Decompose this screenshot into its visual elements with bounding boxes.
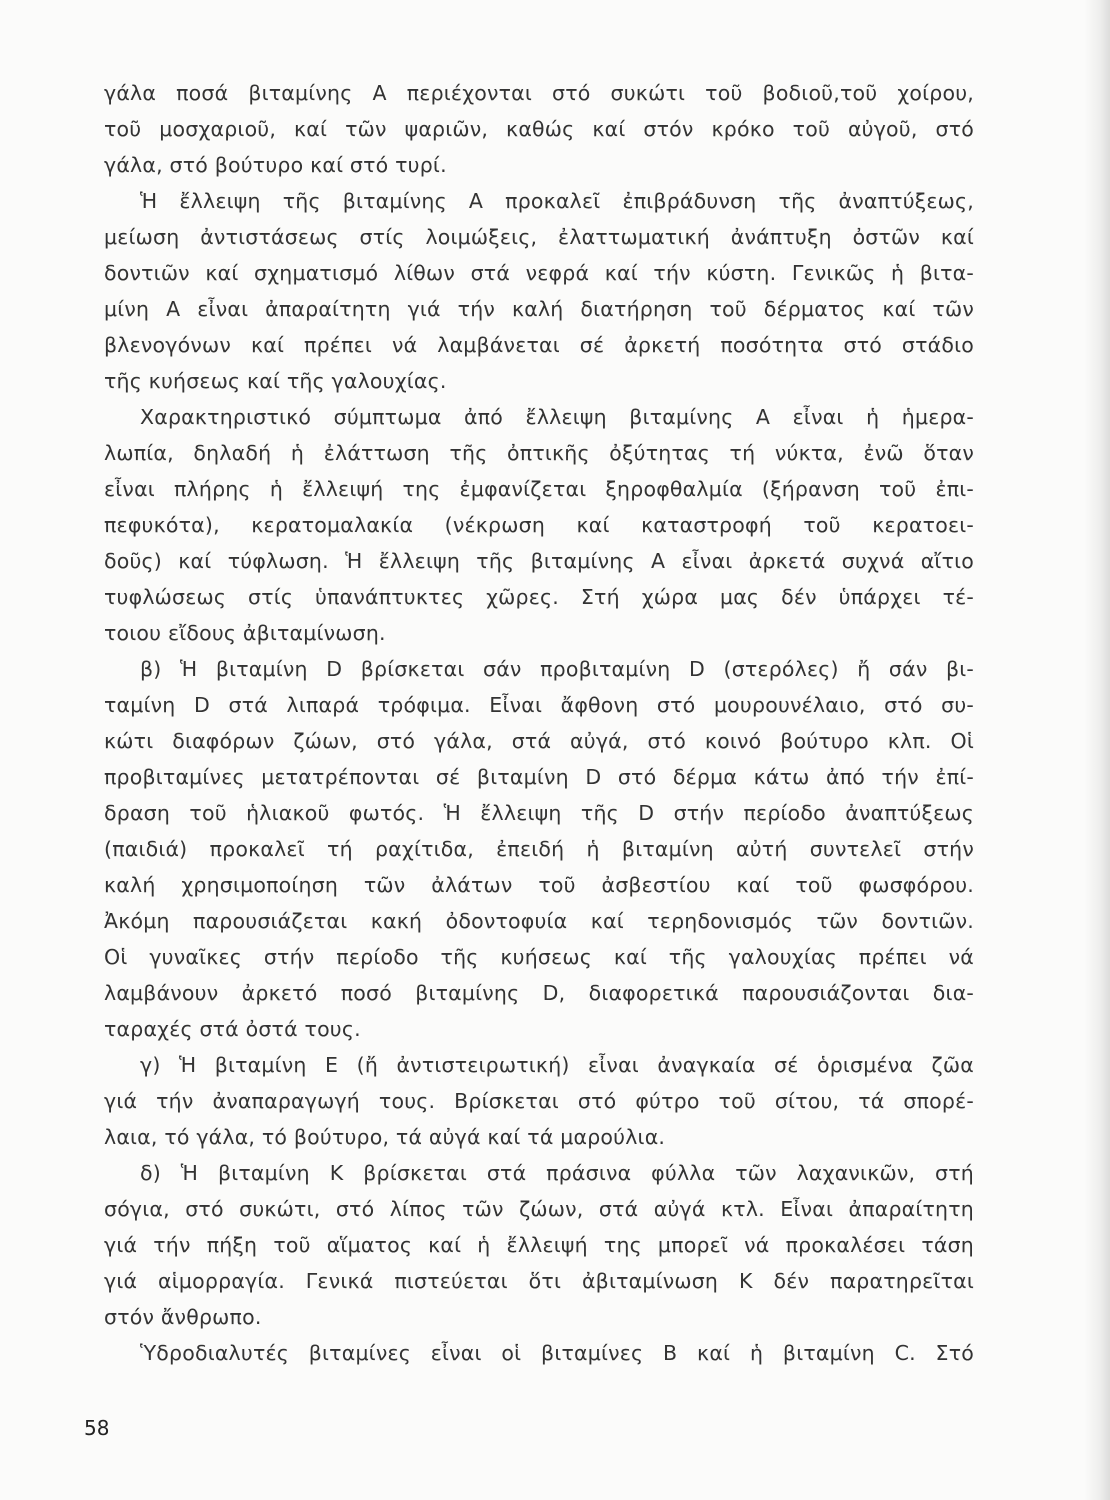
text-line: γάλα ποσά βιταμίνης Α περιέχονται στό συκώτι τοῦ βοδιοῦ,τοῦ χοίρου, (104, 81, 974, 105)
text-line: λαια, τό γάλα, τό βούτυρο, τά αὐγά καί τά μαρούλια. (104, 1125, 666, 1149)
text-line: λωπία, δηλαδή ἡ ἐλάττωση τῆς ὀπτικῆς ὀξύτητας τή νύκτα, ἐνῶ ὅταν (104, 441, 974, 465)
text-line: τυφλώσεως στίς ὑπανάπτυκτες χῶρες. Στή χώρα μας δέν ὑπάρχει τέ- (104, 585, 974, 609)
text-line: εἶναι πλήρης ἡ ἔλλειψή της ἐμφανίζεται ξηροφθαλμία (ξήρανση τοῦ ἐπι- (104, 477, 974, 501)
text-line: γάλα, στό βούτυρο καί στό τυρί. (104, 153, 447, 177)
text-line: γιά τήν ἀναπαραγωγή τους. Βρίσκεται στό φύτρο τοῦ σίτου, τά σπορέ- (104, 1089, 974, 1113)
text-line: καλή χρησιμοποίηση τῶν ἀλάτων τοῦ ἀσβεστίου καί τοῦ φωσφόρου. (104, 873, 974, 897)
text-line: μίνη Α εἶναι ἀπαραίτητη γιά τήν καλή διατήρηση τοῦ δέρματος καί τῶν (104, 297, 974, 321)
text-line: τοιου εἴδους ἀβιταμίνωση. (104, 621, 386, 645)
text-line: προβιταμίνες μετατρέπονται σέ βιταμίνη D στό δέρμα κάτω ἀπό τήν ἐπί- (104, 765, 974, 789)
text-line: δοντιῶν καί σχηματισμό λίθων στά νεφρά καί τήν κύστη. Γενικῶς ἡ βιτα- (104, 261, 974, 285)
text-line: λαμβάνουν ἀρκετό ποσό βιταμίνης D, διαφορετικά παρουσιάζονται δια- (104, 981, 974, 1005)
text-line: δ) Ἡ βιταμίνη Κ βρίσκεται στά πράσινα φύλλα τῶν λαχανικῶν, στή (140, 1161, 974, 1185)
page-edge-shadow (1084, 0, 1110, 1500)
text-line: δραση τοῦ ἡλιακοῦ φωτός. Ἡ ἔλλειψη τῆς D στήν περίοδο ἀναπτύξεως (104, 801, 974, 825)
text-line: πεφυκότα), κερατομαλακία (νέκρωση καί καταστροφή τοῦ κερατοει- (104, 513, 974, 537)
text-line: (παιδιά) προκαλεῖ τή ραχίτιδα, ἐπειδή ἡ βιταμίνη αὐτή συντελεῖ στήν (104, 837, 974, 861)
text-line: Ἀκόμη παρουσιάζεται κακή ὀδοντοφυία καί τερηδονισμός τῶν δοντιῶν. (104, 909, 974, 933)
text-line: βλενογόνων καί πρέπει νά λαμβάνεται σέ ἀρκετή ποσότητα στό στάδιο (104, 333, 974, 357)
text-line: Ἡ ἔλλειψη τῆς βιταμίνης Α προκαλεῖ ἐπιβράδυνση τῆς ἀναπτύξεως, (140, 189, 974, 213)
text-line: ταραχές στά ὀστά τους. (104, 1017, 361, 1041)
text-line: τῆς κυήσεως καί τῆς γαλουχίας. (104, 369, 447, 393)
text-line: Χαρακτηριστικό σύμπτωμα ἀπό ἔλλειψη βιταμίνης Α εἶναι ἡ ἡμερα- (140, 405, 974, 429)
text-line: κώτι διαφόρων ζώων, στό γάλα, στά αὐγά, στό κοινό βούτυρο κλπ. Οἱ (104, 729, 974, 753)
text-line: β) Ἡ βιταμίνη D βρίσκεται σάν προβιταμίνη D (στερόλες) ἤ σάν βι- (140, 657, 974, 681)
text-line: σόγια, στό συκώτι, στό λίπος τῶν ζώων, στά αὐγά κτλ. Εἶναι ἀπαραίτητη (104, 1197, 974, 1221)
text-line: δοῦς) καί τύφλωση. Ἡ ἔλλειψη τῆς βιταμίνης Α εἶναι ἀρκετά συχνά αἴτιο (104, 549, 974, 573)
text-line: γιά αἱμορραγία. Γενικά πιστεύεται ὅτι ἀβιταμίνωση Κ δέν παρατηρεῖται (104, 1269, 974, 1293)
text-line: ταμίνη D στά λιπαρά τρόφιμα. Εἶναι ἄφθονη στό μουρουνέλαιο, στό συ- (104, 693, 974, 717)
page-number: 58 (84, 1416, 110, 1440)
text-line: τοῦ μοσχαριοῦ, καί τῶν ψαριῶν, καθώς καί στόν κρόκο τοῦ αὐγοῦ, στό (104, 117, 974, 141)
body-text (104, 76, 984, 1396)
text-line: γιά τήν πήξη τοῦ αἵματος καί ἡ ἔλλειψή της μπορεῖ νά προκαλέσει τάση (104, 1233, 974, 1257)
text-line: μείωση ἀντιστάσεως στίς λοιμώξεις, ἐλαττωματική ἀνάπτυξη ὀστῶν καί (104, 225, 974, 249)
text-line: γ) Ἡ βιταμίνη Ε (ἤ ἀντιστειρωτική) εἶναι ἀναγκαία σέ ὁρισμένα ζῶα (140, 1053, 974, 1077)
text-line: Ὑδροδιαλυτές βιταμίνες εἶναι οἱ βιταμίνες Β καί ἡ βιταμίνη C. Στό (140, 1341, 974, 1365)
text-line: στόν ἄνθρωπο. (104, 1305, 262, 1329)
text-line: Οἱ γυναῖκες στήν περίοδο τῆς κυήσεως καί τῆς γαλουχίας πρέπει νά (104, 945, 974, 969)
